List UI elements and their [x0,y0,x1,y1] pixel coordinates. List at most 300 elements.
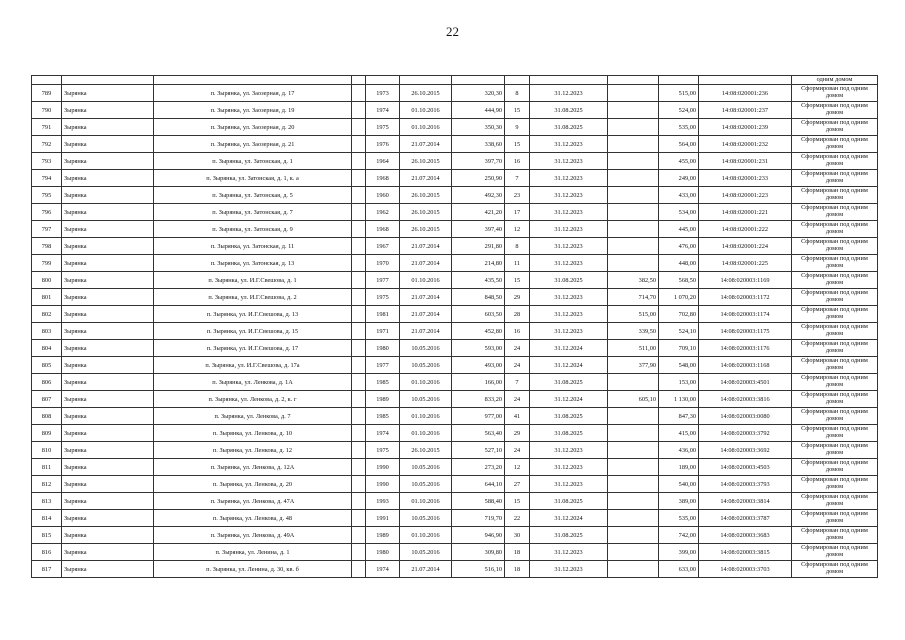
land-area-cell: 445,00 [659,221,699,238]
cadastral-number-cell: 14:08:020001:236 [699,85,792,102]
build-year-cell: 1973 [366,85,400,102]
residents-count-cell: 18 [505,561,530,578]
land-area-cell: 455,00 [659,153,699,170]
table-row [32,561,878,578]
municipality-cell: Зырянка [62,136,154,153]
deadline-date-cell: 31.08.2025 [530,425,608,442]
status-cell: Сформирован под одним домом [792,527,878,544]
status-cell: Сформирован под одним домом [792,289,878,306]
residents-count-cell: 8 [505,238,530,255]
status-cell: Сформирован под одним домом [792,187,878,204]
status-cell: Сформирован под одним домом [792,544,878,561]
address-cell: п. Зырянка, ул. Ленина, д. 1 [154,544,352,561]
cadastral-number-cell: 14:08:020001:224 [699,238,792,255]
row-number-cell: 811 [32,459,62,476]
build-year-cell: 1985 [366,374,400,391]
survey-date-cell: 10.05.2016 [400,459,452,476]
empty-cell-cell [352,357,366,374]
status-cell: Сформирован под одним домом [792,170,878,187]
table-row [32,85,878,102]
municipality-cell: Зырянка [62,459,154,476]
survey-date-cell: 01.10.2016 [400,408,452,425]
deadline-date-cell: 31.12.2024 [530,391,608,408]
empty-cell-cell [352,170,366,187]
address-cell: п. Зырянка, ул. Ленкова, д. 10 [154,425,352,442]
row-number-cell: 801 [32,289,62,306]
address-cell: п. Зырянка, ул. Заозерная, д. 19 [154,102,352,119]
deadline-date-cell: 31.12.2023 [530,221,608,238]
total-area-cell: 444,90 [452,102,505,119]
table-row [32,493,878,510]
build-year-cell: 1968 [366,170,400,187]
survey-date-cell: 01.10.2016 [400,119,452,136]
row-number-cell: 797 [32,221,62,238]
residents-count-cell: 9 [505,119,530,136]
deadline-date-cell: 31.12.2023 [530,136,608,153]
cadastral-number-cell: 14:08:020003:1174 [699,306,792,323]
row-number-cell: 790 [32,102,62,119]
living-area-cell [608,238,659,255]
table-row [32,408,878,425]
deadline-date-cell: 31.12.2023 [530,561,608,578]
empty-cell-cell [352,204,366,221]
address-cell: п. Зырянка, ул. И.Г.Свешова, д. 17а [154,357,352,374]
living-area-cell [608,374,659,391]
address-cell: п. Зырянка, ул. Ленкова, д. 20 [154,476,352,493]
build-year-cell: 1975 [366,289,400,306]
survey-date-cell: 01.10.2016 [400,102,452,119]
total-area-cell: 421,20 [452,204,505,221]
build-year-cell: 1993 [366,493,400,510]
living-area-cell [608,561,659,578]
build-year-cell: 1989 [366,391,400,408]
land-area-cell: 189,00 [659,459,699,476]
table-row [32,391,878,408]
build-year-cell: 1990 [366,459,400,476]
survey-date-cell: 21.07.2014 [400,238,452,255]
row-number-cell: 805 [32,357,62,374]
row-number-cell: 812 [32,476,62,493]
address-cell: п. Зырянка, ул. Заозерная, д. 20 [154,119,352,136]
table-row [32,306,878,323]
cadastral-number-cell: 14:08:020003:3793 [699,476,792,493]
cadastral-number-cell: 14:08:020003:1172 [699,289,792,306]
cadastral-number-cell: 14:08:020003:3683 [699,527,792,544]
deadline-date-cell: 31.08.2025 [530,527,608,544]
land-area-cell: 433,00 [659,187,699,204]
build-year-cell: 1974 [366,102,400,119]
residents-count-cell: 7 [505,170,530,187]
survey-date-cell: 21.07.2014 [400,289,452,306]
status-cell: Сформирован под одним домом [792,357,878,374]
cadastral-number-cell: 14:08:020003:1176 [699,340,792,357]
status-cell: Сформирован под одним домом [792,510,878,527]
cadastral-number-cell: 14:08:020001:222 [699,221,792,238]
build-year-cell: 1981 [366,306,400,323]
empty-cell-cell [352,289,366,306]
empty-cell-cell [352,102,366,119]
empty-cell-cell [352,527,366,544]
deadline-date-cell: 31.08.2025 [530,102,608,119]
survey-date-cell: 01.10.2016 [400,527,452,544]
empty-cell-cell [352,136,366,153]
living-area-cell [608,187,659,204]
status-cell: Сформирован под одним домом [792,221,878,238]
row-number-cell: 814 [32,510,62,527]
deadline-date-cell: 31.12.2023 [530,153,608,170]
status-cell: Сформирован под одним домом [792,425,878,442]
living-area-cell [608,408,659,425]
residents-count-cell: 22 [505,510,530,527]
municipality-cell: Зырянка [62,170,154,187]
row-number-cell: 809 [32,425,62,442]
empty-cell-cell [352,306,366,323]
survey-date-cell: 10.05.2016 [400,357,452,374]
living-area-cell [608,102,659,119]
row-number-cell: 804 [32,340,62,357]
table-row [32,459,878,476]
deadline-date-cell: 31.12.2023 [530,85,608,102]
table-row [32,425,878,442]
municipality-cell: Зырянка [62,510,154,527]
municipality-cell: Зырянка [62,374,154,391]
total-area-cell: 397,40 [452,221,505,238]
municipality-cell: Зырянка [62,187,154,204]
cadastral-number-cell: 14:08:020003:1169 [699,272,792,289]
residents-count-cell: 15 [505,493,530,510]
address-cell: п. Зырянка, ул. Затонская, д. 11 [154,238,352,255]
deadline-date-cell: 31.08.2025 [530,119,608,136]
municipality-cell: Зырянка [62,323,154,340]
residents-count-cell: 16 [505,153,530,170]
total-area-cell: 452,80 [452,323,505,340]
status-cell: Сформирован под одним домом [792,374,878,391]
build-year-cell: 1976 [366,136,400,153]
land-area-cell: 535,00 [659,510,699,527]
total-area-cell: 493,00 [452,357,505,374]
deadline-date-cell: 31.12.2023 [530,238,608,255]
status-cell: Сформирован под одним домом [792,476,878,493]
municipality-cell: Зырянка [62,255,154,272]
empty-cell-cell [352,476,366,493]
survey-date-cell: 01.10.2016 [400,272,452,289]
status-cell: Сформирован под одним домом [792,323,878,340]
row-number-cell: 800 [32,272,62,289]
status-cell: Сформирован под одним домом [792,153,878,170]
total-area-cell: 848,50 [452,289,505,306]
status-cell: Сформирован под одним домом [792,561,878,578]
land-area-cell: 1 070,20 [659,289,699,306]
build-year-cell: 1980 [366,544,400,561]
table-row [32,187,878,204]
land-area-cell: 535,00 [659,119,699,136]
total-area-cell: 309,80 [452,544,505,561]
table-row [32,102,878,119]
residents-count-cell: 12 [505,459,530,476]
living-area-cell: 605,10 [608,391,659,408]
living-area-cell [608,170,659,187]
living-area-cell [608,221,659,238]
living-area-cell: 714,70 [608,289,659,306]
table-row [32,289,878,306]
municipality-cell: Зырянка [62,272,154,289]
municipality-cell: Зырянка [62,119,154,136]
cadastral-number-cell: 14:08:020001:239 [699,119,792,136]
build-year-cell: 1985 [366,408,400,425]
deadline-date-cell: 31.12.2023 [530,459,608,476]
status-cell: Сформирован под одним домом [792,493,878,510]
empty-cell-cell [352,459,366,476]
survey-date-cell: 10.05.2016 [400,544,452,561]
table-row [32,544,878,561]
living-area-cell [608,425,659,442]
table-row [32,119,878,136]
total-area-cell: 644,10 [452,476,505,493]
municipality-cell: Зырянка [62,544,154,561]
survey-date-cell: 26.10.2015 [400,221,452,238]
survey-date-cell: 26.10.2015 [400,442,452,459]
municipality-cell: Зырянка [62,204,154,221]
address-cell: п. Зырянка, ул. Ленкова, д. 1А [154,374,352,391]
cadastral-number-cell: 14:08:020003:4501 [699,374,792,391]
address-cell: п. Зырянка, ул. Ленкова, д. 2, к. г [154,391,352,408]
deadline-date-cell: 31.12.2023 [530,255,608,272]
deadline-date-cell: 31.12.2023 [530,323,608,340]
survey-date-cell: 21.07.2014 [400,136,452,153]
municipality-cell: Зырянка [62,238,154,255]
total-area-cell: 563,40 [452,425,505,442]
land-area-cell: 702,80 [659,306,699,323]
residents-count-cell: 16 [505,323,530,340]
municipality-cell: Зырянка [62,289,154,306]
residents-count-cell: 24 [505,357,530,374]
municipality-cell: Зырянка [62,221,154,238]
residents-count-cell: 17 [505,204,530,221]
living-area-cell [608,476,659,493]
living-area-cell [608,442,659,459]
table-row [32,510,878,527]
municipality-cell: Зырянка [62,527,154,544]
survey-date-cell: 10.05.2016 [400,510,452,527]
page-number: 22 [446,24,459,39]
table-row [32,340,878,357]
cadastral-number-cell: 14:08:020003:3787 [699,510,792,527]
cadastral-number-cell: 14:08:020001:221 [699,204,792,221]
address-cell: п. Зырянка, ул. Заозерная, д. 17 [154,85,352,102]
municipality-cell: Зырянка [62,561,154,578]
row-number-cell: 789 [32,85,62,102]
municipality-cell: Зырянка [62,391,154,408]
residents-count-cell: 24 [505,391,530,408]
total-area-cell: 833,20 [452,391,505,408]
land-area-cell: 524,10 [659,323,699,340]
municipality-cell: Зырянка [62,442,154,459]
municipality-cell: Зырянка [62,306,154,323]
total-area-cell: 214,80 [452,255,505,272]
empty-cell-cell [352,187,366,204]
municipality-cell: Зырянка [62,102,154,119]
table-row [32,136,878,153]
residents-count-cell: 7 [505,374,530,391]
land-area-cell: 399,00 [659,544,699,561]
survey-date-cell: 21.07.2014 [400,561,452,578]
deadline-date-cell: 31.12.2023 [530,204,608,221]
land-area-cell: 1 130,00 [659,391,699,408]
row-number-cell: 792 [32,136,62,153]
residents-count-cell: 41 [505,408,530,425]
total-area-cell: 435,50 [452,272,505,289]
survey-date-cell: 10.05.2016 [400,340,452,357]
row-number-cell: 803 [32,323,62,340]
cadastral-number-cell: 14:08:020003:3816 [699,391,792,408]
build-year-cell: 1977 [366,357,400,374]
address-cell: п. Зырянка, ул. Затонская, д. 9 [154,221,352,238]
row-number-cell: 815 [32,527,62,544]
table-row [32,170,878,187]
build-year-cell: 1975 [366,119,400,136]
land-area-cell: 709,10 [659,340,699,357]
build-year-cell: 1974 [366,561,400,578]
total-area-cell: 719,70 [452,510,505,527]
living-area-cell [608,493,659,510]
table-row [32,442,878,459]
living-area-cell [608,119,659,136]
cadastral-number-cell: 14:08:020003:0080 [699,408,792,425]
residents-count-cell: 8 [505,85,530,102]
address-cell: п. Зырянка, ул. Затонская, д. 1, к. а [154,170,352,187]
address-cell: п. Зырянка, ул. Ленкова, д. 47А [154,493,352,510]
land-area-cell: 153,00 [659,374,699,391]
empty-cell-cell [352,85,366,102]
address-cell: п. Зырянка, ул. И.Г.Свешова, д. 2 [154,289,352,306]
address-cell: п. Зырянка, ул. Ленкова, д. 49А [154,527,352,544]
survey-date-cell: 21.07.2014 [400,170,452,187]
row-number-cell: 796 [32,204,62,221]
living-area-cell: 377,90 [608,357,659,374]
empty-cell-cell [352,119,366,136]
row-number-cell: 798 [32,238,62,255]
deadline-date-cell: 31.12.2023 [530,476,608,493]
total-area-cell: 527,10 [452,442,505,459]
build-year-cell: 1989 [366,527,400,544]
residents-count-cell: 29 [505,425,530,442]
land-area-cell: 448,00 [659,255,699,272]
living-area-cell [608,527,659,544]
empty-cell-cell [352,408,366,425]
survey-date-cell: 01.10.2016 [400,493,452,510]
table-row [32,153,878,170]
living-area-cell: 511,00 [608,340,659,357]
land-area-cell: 476,00 [659,238,699,255]
empty-cell-cell [352,510,366,527]
build-year-cell: 1967 [366,238,400,255]
cadastral-number-cell: 14:08:020001:237 [699,102,792,119]
address-cell: п. Зырянка, ул. Затонская, д. 1 [154,153,352,170]
survey-date-cell: 21.07.2014 [400,306,452,323]
build-year-cell: 1975 [366,442,400,459]
row-number-cell: 808 [32,408,62,425]
residents-count-cell: 15 [505,136,530,153]
survey-date-cell: 26.10.2015 [400,153,452,170]
empty-cell-cell [352,391,366,408]
deadline-date-cell: 31.12.2024 [530,510,608,527]
deadline-date-cell: 31.08.2025 [530,408,608,425]
municipality-cell: Зырянка [62,493,154,510]
total-area-cell: 603,50 [452,306,505,323]
status-cell: Сформирован под одним домом [792,459,878,476]
survey-date-cell: 26.10.2015 [400,204,452,221]
total-area-cell: 350,30 [452,119,505,136]
deadline-date-cell: 31.08.2025 [530,374,608,391]
total-area-cell: 516,10 [452,561,505,578]
residents-count-cell: 24 [505,340,530,357]
total-area-cell: 166,00 [452,374,505,391]
cadastral-number-cell: 14:08:020001:225 [699,255,792,272]
cadastral-number-cell: 14:08:020003:3814 [699,493,792,510]
status-cell: Сформирован под одним домом [792,340,878,357]
municipality-cell: Зырянка [62,425,154,442]
living-area-cell [608,544,659,561]
row-number-cell: 817 [32,561,62,578]
empty-cell-cell [352,340,366,357]
survey-date-cell: 10.05.2016 [400,476,452,493]
deadline-date-cell: 31.12.2023 [530,544,608,561]
living-area-cell [608,255,659,272]
empty-cell-cell [352,442,366,459]
living-area-cell [608,153,659,170]
row-number-cell: 816 [32,544,62,561]
address-cell: п. Зырянка, ул. И.Г.Свешова, д. 15 [154,323,352,340]
status-cell: Сформирован под одним домом [792,204,878,221]
deadline-date-cell: 31.12.2023 [530,306,608,323]
build-year-cell: 1960 [366,187,400,204]
residents-count-cell: 18 [505,544,530,561]
land-area-cell: 515,00 [659,85,699,102]
address-cell: п. Зырянка, ул. Ленина, д. 30, кв. б [154,561,352,578]
residents-count-cell: 24 [505,442,530,459]
living-area-cell [608,510,659,527]
table-row-continuation [32,76,878,85]
table-row [32,221,878,238]
cadastral-number-cell: 14:08:020003:1168 [699,357,792,374]
land-area-cell: 548,00 [659,357,699,374]
address-cell: п. Зырянка, ул. Ленкова, д. 7 [154,408,352,425]
living-area-cell [608,204,659,221]
residents-count-cell: 23 [505,187,530,204]
table-row [32,357,878,374]
table-row [32,255,878,272]
deadline-date-cell: 31.08.2025 [530,272,608,289]
table-row [32,476,878,493]
total-area-cell: 320,30 [452,85,505,102]
address-cell: п. Зырянка, ул. И.Г.Свешова, д. 17 [154,340,352,357]
row-number-cell: 810 [32,442,62,459]
table-row [32,272,878,289]
status-cell: Сформирован под одним домом [792,102,878,119]
empty-cell-cell [352,544,366,561]
address-cell: п. Зырянка, ул. Затонская, д. 7 [154,204,352,221]
deadline-date-cell: 31.12.2024 [530,357,608,374]
municipality-cell: Зырянка [62,340,154,357]
status-cell: одним домом [792,76,878,85]
build-year-cell: 1974 [366,425,400,442]
survey-date-cell: 26.10.2015 [400,85,452,102]
total-area-cell: 946,90 [452,527,505,544]
status-cell: Сформирован под одним домом [792,391,878,408]
address-cell: п. Зырянка, ул. И.Г.Свешова, д. 1 [154,272,352,289]
empty-cell-cell [352,493,366,510]
build-year-cell: 1977 [366,272,400,289]
